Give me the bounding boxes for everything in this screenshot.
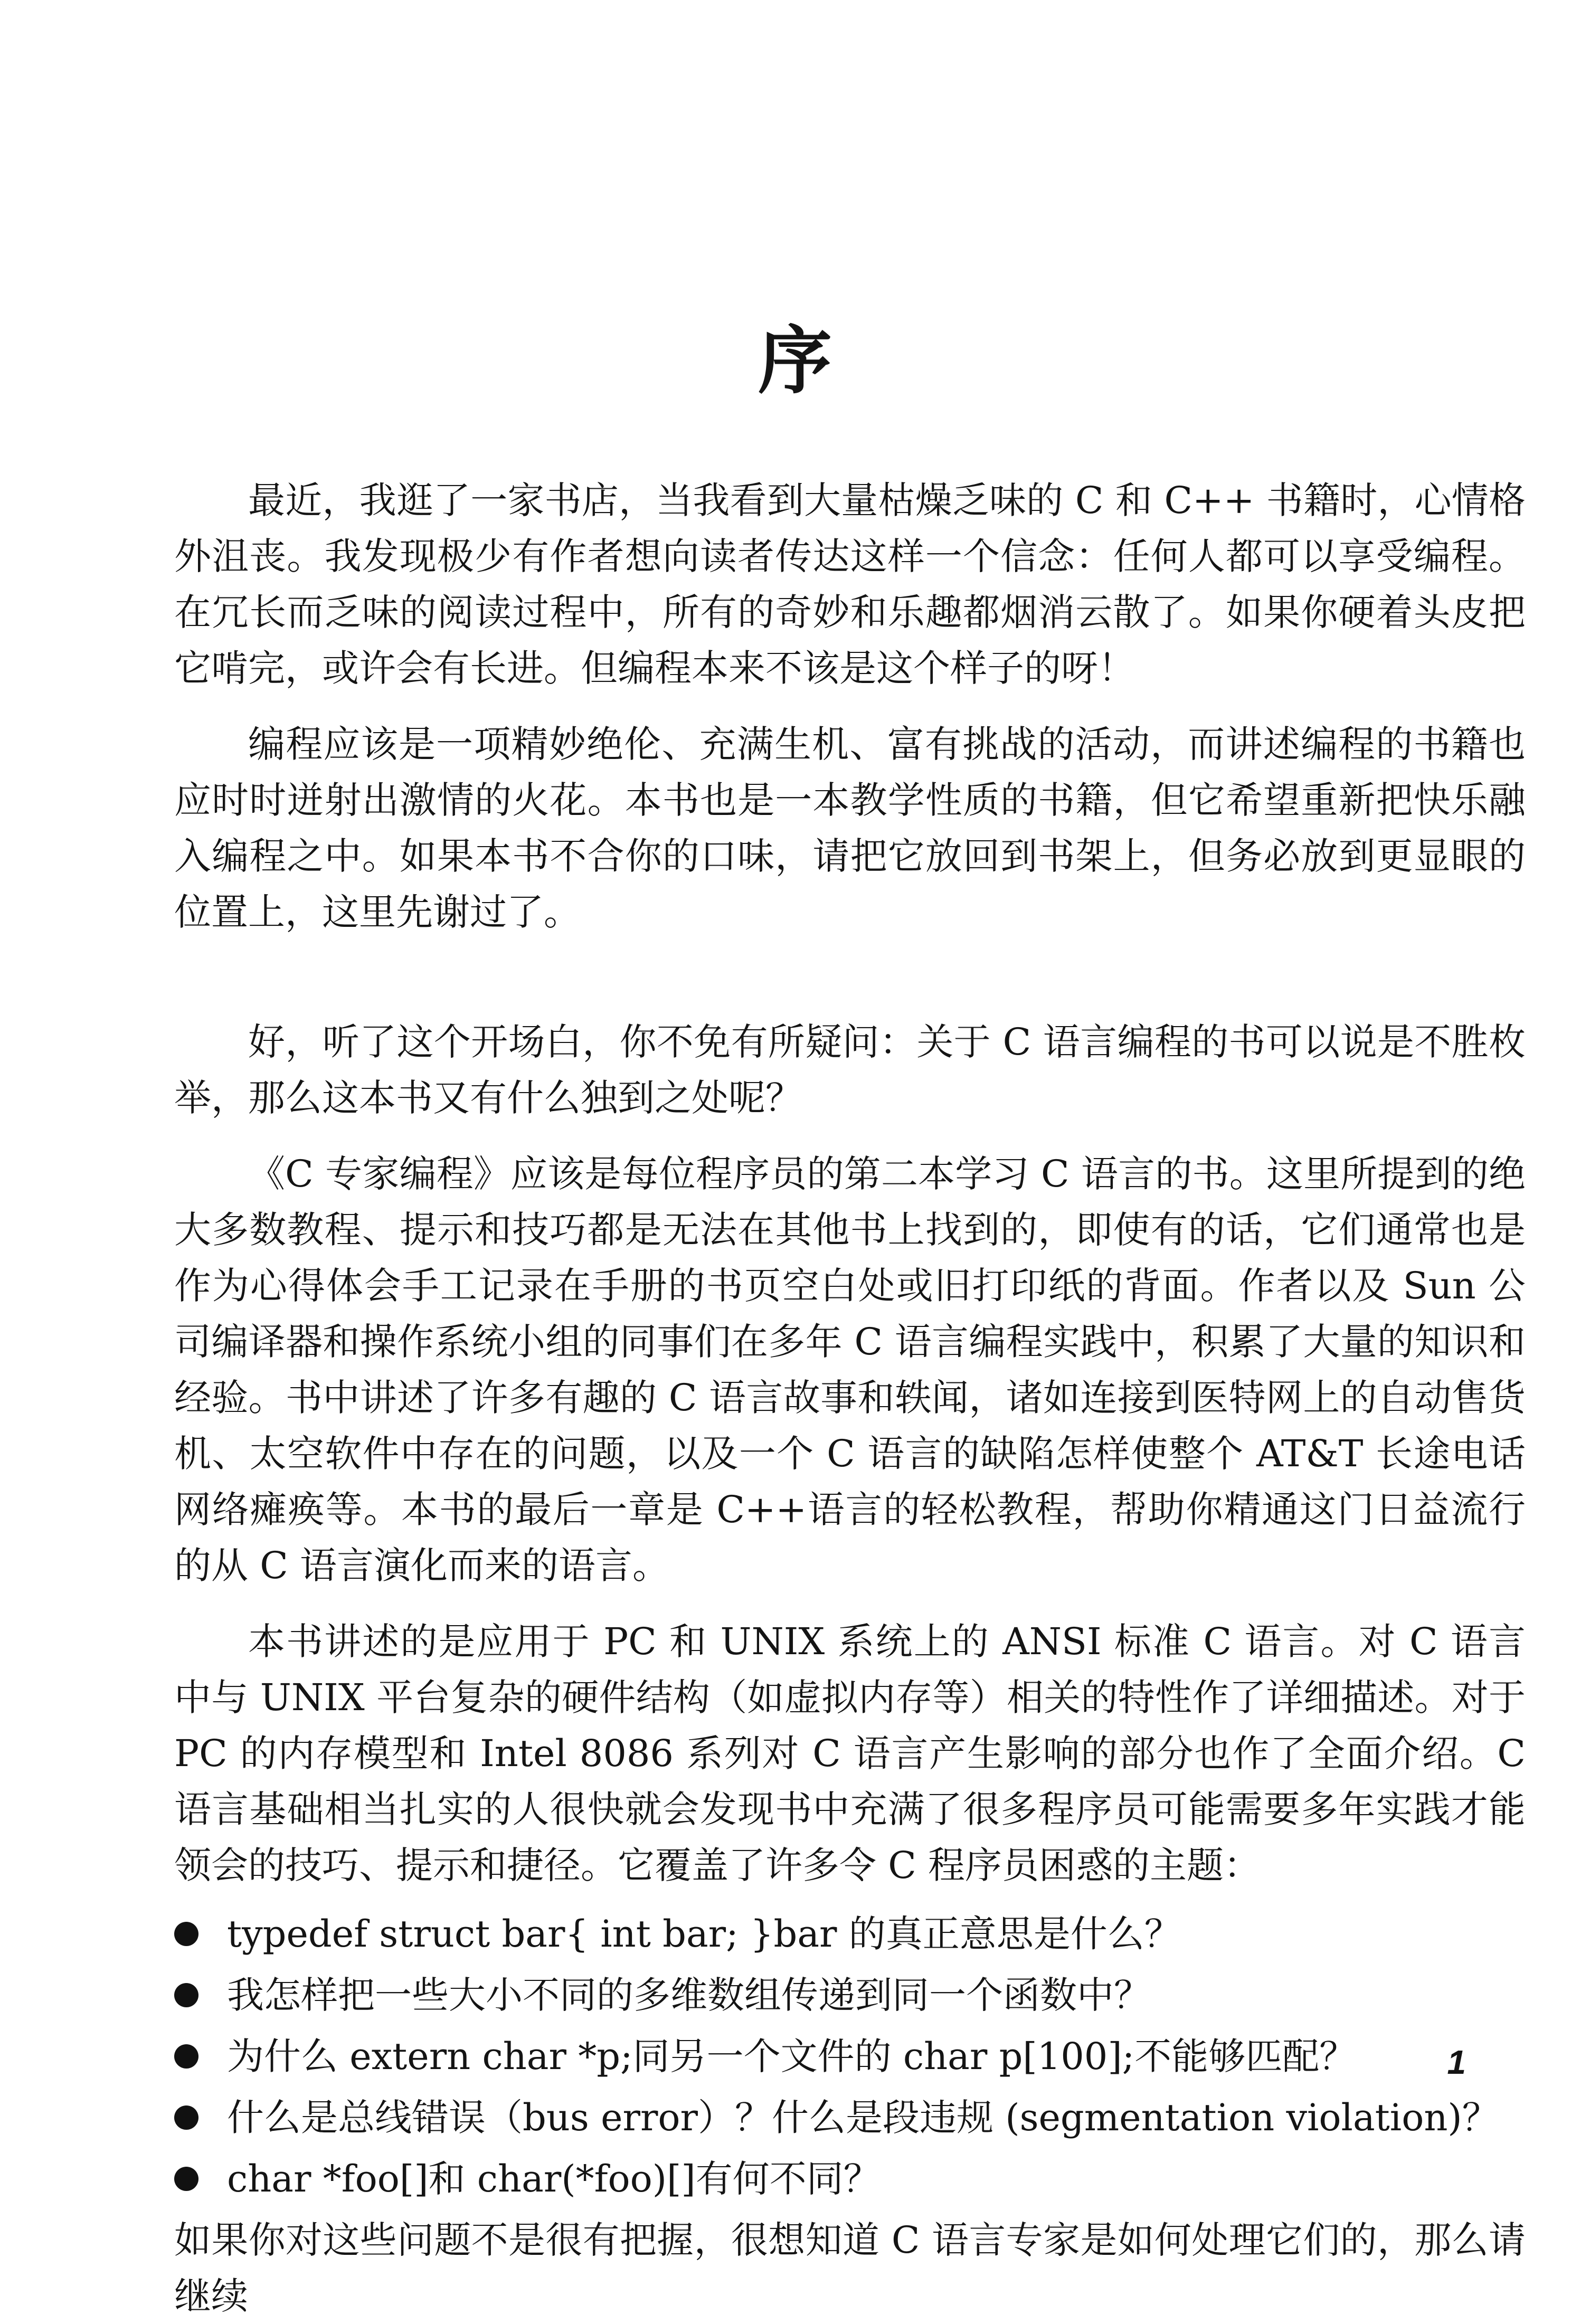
bullet-icon (174, 2167, 198, 2191)
page-title: 序 (758, 317, 832, 404)
list-item (174, 2090, 1526, 2146)
list-item-text: char *foo[]和 char(*foo)[]有何不同？ (227, 2157, 881, 2200)
list-item (174, 1967, 1526, 2023)
bullet-icon (174, 1922, 198, 1946)
question-list (174, 1906, 1526, 2207)
paragraph-2: 编程应该是一项精妙绝伦、充满生机、富有挑战的活动，而讲述编程的书籍也应时时迸射出激情的火花。本书也是一本教学性质的书籍，但它希望重新把快乐融入编程之中。如果本书不合你的口味，请把它放回到书架上，但务必放到更显眼的位置上，这里先谢过了。 (174, 723, 1526, 934)
list-item-text: 为什么 extern char *p;同另一个文件的 char p[100];不能够匹配？ (227, 2035, 1357, 2078)
paragraph-4: 《C 专家编程》应该是每位程序员的第二本学习 C 语言的书。这里所提到的绝大多数教程、提示和技巧都是无法在其他书上找到的，即使有的话，它们通常也是作为心得体会手工记录在手册的书页空白处或旧打印纸的背面。作者以及 Sun 公司编译器和操作系统小组的同事们在多年 C 语言编程实践中，积累了大量的知识和经验。书中讲述了许多有趣的 C 语言故事和轶闻，诸如连接到医特网上的自动售货机、太空软件中存在的问题，以及一个 C 语言的缺陷怎样使整个 AT&T 长途电话网络瘫痪等。本书的最后一章是 C++语言的轻松教程，帮助你精通这门日益流行的从 C 语言演化而来的语言。 (174, 1152, 1526, 1587)
list-item (174, 1906, 1526, 1962)
paragraph-3: 好，听了这个开场白，你不免有所疑问：关于 C 语言编程的书可以说是不胜枚举，那么这本书又有什么独到之处呢？ (174, 1020, 1526, 1120)
paragraph-5: 本书讲述的是应用于 PC 和 UNIX 系统上的 ANSI 标准 C 语言。对 C 语言中与 UNIX 平台复杂的硬件结构（如虚拟内存等）相关的特性作了详细描述。对于 PC 的内存模型和 Intel 8086 系列对 C 语言产生影响的部分也作了全面介绍。C 语言基础相当扎实的人很快就会发现书中充满了很多程序员可能需要多年实践才能领会的技巧、提示和捷径。它覆盖了许多令 C 程序员困惑的主题： (174, 1620, 1526, 1887)
list-item (174, 2151, 1526, 2207)
list-item-text: 什么是总线错误（bus error）？什么是段违规 (segmentation violation)？ (227, 2096, 1499, 2139)
preface-body (174, 472, 1526, 2324)
bullet-icon (174, 1983, 198, 2007)
bullet-icon (174, 2044, 198, 2069)
list-item-text: typedef struct bar{ int bar; }bar 的真正意思是什么？ (227, 1912, 1181, 1956)
page-number: 1 (1447, 2043, 1466, 2081)
paragraph-1: 最近，我逛了一家书店，当我看到大量枯燥乏味的 C 和 C++ 书籍时，心情格外沮丧。我发现极少有作者想向读者传达这样一个信念：任何人都可以享受编程。在冗长而乏味的阅读过程中，所有的奇妙和乐趣都烟消云散了。如果你硬着头皮把它啃完，或许会有长进。但编程本来不该是这个样子的呀！ (174, 479, 1526, 690)
list-item (174, 2028, 1526, 2084)
bullet-icon (174, 2105, 198, 2130)
closing-paragraph: 如果你对这些问题不是很有把握，很想知道 C 语言专家是如何处理它们的，那么请继续 (174, 2218, 1526, 2318)
list-item-text: 我怎样把一些大小不同的多维数组传递到同一个函数中？ (227, 1974, 1151, 2017)
